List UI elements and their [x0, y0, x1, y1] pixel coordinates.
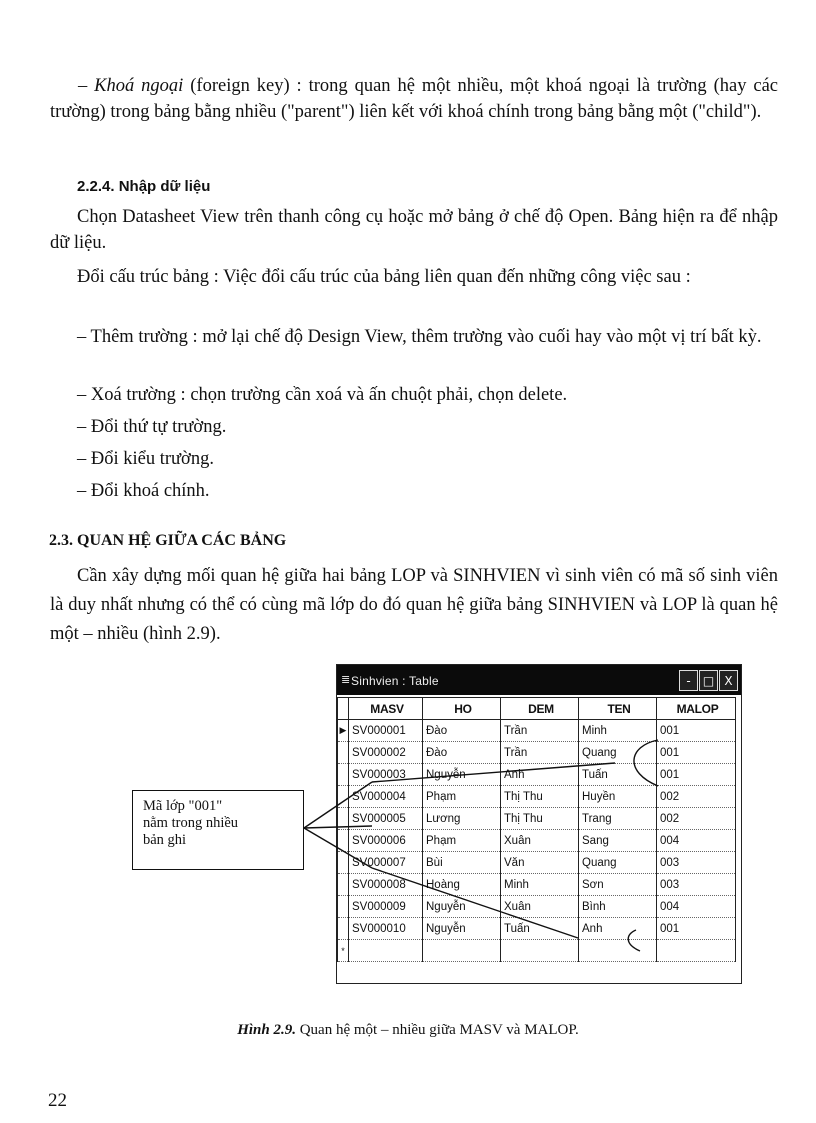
bullet-add-field: – Thêm trường : mở lại chế độ Design View, thêm trường vào cuối hay vào một vị trí bất kỳ.: [77, 327, 762, 347]
relationship-line: [372, 868, 578, 938]
datasheet-paragraph: Chọn Datasheet View trên thanh công cụ hoặc mở bảng ở chế độ Open. Bảng hiện ra để nhập dữ liệu.: [50, 207, 778, 253]
column-header-ho[interactable]: HO: [423, 698, 501, 720]
structure-paragraph: Đổi cấu trúc bảng : Việc đổi cấu trúc của bảng liên quan đến những công việc sau :: [77, 267, 691, 287]
column-header-ten[interactable]: TEN: [579, 698, 657, 720]
cell-ten[interactable]: Trang: [579, 808, 657, 830]
callout-pointer-line: [304, 826, 372, 828]
foreign-key-text: (foreign key) : trong quan hệ một nhiều, một khoá ngoại là trường (hay các trường) trong bảng bằng nhiều ("parent") liên kết với khoá chính trong bảng bằng một ("child").: [50, 76, 778, 122]
minimize-button[interactable]: -: [679, 670, 698, 691]
cell-dem[interactable]: Anh: [501, 764, 579, 786]
page-number: 22: [48, 1090, 67, 1111]
cell-malop[interactable]: 001: [657, 742, 736, 764]
cell-ho[interactable]: Lương: [423, 808, 501, 830]
figure-caption: [0, 1022, 816, 1039]
foreign-key-term: Khoá ngoại: [94, 76, 184, 96]
cell-ten[interactable]: Tuấn: [579, 764, 657, 786]
cell-masv[interactable]: SV000007: [349, 852, 423, 874]
cell-malop[interactable]: 004: [657, 896, 736, 918]
cell-ho[interactable]: Bùi: [423, 852, 501, 874]
cell-ten[interactable]: Anh: [579, 918, 657, 940]
close-button[interactable]: X: [719, 670, 738, 691]
table-icon: ≣: [341, 674, 351, 686]
bullet-primary-key: – Đổi khoá chính.: [77, 481, 210, 501]
relationship-line: [372, 763, 615, 782]
cell-dem[interactable]: Tuấn: [501, 918, 579, 940]
callout-line: bản ghi: [143, 832, 187, 848]
new-row-selector[interactable]: *: [338, 940, 349, 962]
cell-ho[interactable]: Đào: [423, 720, 501, 742]
column-header-malop[interactable]: MALOP: [657, 698, 736, 720]
one-to-many-crowfoot: [628, 930, 640, 951]
cell-malop[interactable]: 004: [657, 830, 736, 852]
one-to-many-crowfoot: [634, 740, 658, 786]
section-heading-23: 2.3. QUAN HỆ GIỮA CÁC BẢNG: [49, 532, 287, 549]
cell-malop[interactable]: 001: [657, 764, 736, 786]
callout-line: Mã lớp "001": [143, 798, 223, 814]
cell-dem[interactable]: Thị Thu: [501, 808, 579, 830]
cell-dem[interactable]: Xuân: [501, 830, 579, 852]
cell-malop[interactable]: 002: [657, 786, 736, 808]
cell-ten[interactable]: Quang: [579, 742, 657, 764]
cell-ten[interactable]: Quang: [579, 852, 657, 874]
dash: –: [78, 76, 95, 96]
cell-dem[interactable]: Trần: [501, 742, 579, 764]
column-header-dem[interactable]: DEM: [501, 698, 579, 720]
cell-malop[interactable]: 003: [657, 852, 736, 874]
cell-masv[interactable]: SV000008: [349, 874, 423, 896]
maximize-button[interactable]: □: [699, 670, 718, 691]
window-title: Sinhvien : Table: [351, 674, 439, 688]
cell-malop[interactable]: 003: [657, 874, 736, 896]
cell-ho[interactable]: Nguyễn: [423, 764, 501, 786]
cell-dem[interactable]: Trần: [501, 720, 579, 742]
cell-malop[interactable]: 001: [657, 918, 736, 940]
cell-masv[interactable]: SV000002: [349, 742, 423, 764]
cell-ten[interactable]: Sơn: [579, 874, 657, 896]
caption-label: Hình 2.9.: [237, 1022, 296, 1038]
cell-ho[interactable]: Nguyễn: [423, 896, 501, 918]
row-selector[interactable]: ▶: [338, 720, 349, 742]
section-heading-224: 2.2.4. Nhập dữ liệu: [77, 178, 211, 195]
bullet-field-order: – Đổi thứ tự trường.: [77, 417, 227, 437]
cell-ho[interactable]: Đào: [423, 742, 501, 764]
cell-masv[interactable]: SV000003: [349, 764, 423, 786]
cell-ten[interactable]: Huyền: [579, 786, 657, 808]
cell-masv[interactable]: SV000001: [349, 720, 423, 742]
cell-masv[interactable]: SV000005: [349, 808, 423, 830]
cell-dem[interactable]: Xuân: [501, 896, 579, 918]
callout-line: nằm trong nhiều: [143, 815, 239, 831]
cell-ten[interactable]: Bình: [579, 896, 657, 918]
callout-pointer-line: [304, 828, 372, 868]
cell-dem[interactable]: Văn: [501, 852, 579, 874]
cell-masv[interactable]: SV000010: [349, 918, 423, 940]
cell-malop[interactable]: 001: [657, 720, 736, 742]
cell-masv[interactable]: SV000006: [349, 830, 423, 852]
column-header-masv[interactable]: MASV: [349, 698, 423, 720]
cell-ten[interactable]: Sang: [579, 830, 657, 852]
callout-pointer-line: [304, 782, 372, 828]
cell-ho[interactable]: Hoàng: [423, 874, 501, 896]
cell-dem[interactable]: Thị Thu: [501, 786, 579, 808]
bullet-field-type: – Đổi kiểu trường.: [77, 449, 214, 469]
cell-ho[interactable]: Phạm: [423, 830, 501, 852]
cell-dem[interactable]: Minh: [501, 874, 579, 896]
cell-masv[interactable]: SV000009: [349, 896, 423, 918]
bullet-delete-field: – Xoá trường : chọn trường cần xoá và ấn chuột phải, chọn delete.: [77, 385, 568, 405]
relationship-paragraph: Cần xây dựng mối quan hệ giữa hai bảng LOP và SINHVIEN vì sinh viên có mã số sinh viên là duy nhất nhưng có thể có cùng mã lớp do đó quan hệ giữa bảng SINHVIEN và LOP là quan hệ một – nhiều (hình 2.9).: [50, 566, 778, 644]
cell-ho[interactable]: Nguyễn: [423, 918, 501, 940]
cell-malop[interactable]: 002: [657, 808, 736, 830]
cell-masv[interactable]: SV000004: [349, 786, 423, 808]
cell-ten[interactable]: Minh: [579, 720, 657, 742]
caption-text: Quan hệ một – nhiều giữa MASV và MALOP.: [295, 1022, 579, 1038]
cell-ho[interactable]: Phạm: [423, 786, 501, 808]
